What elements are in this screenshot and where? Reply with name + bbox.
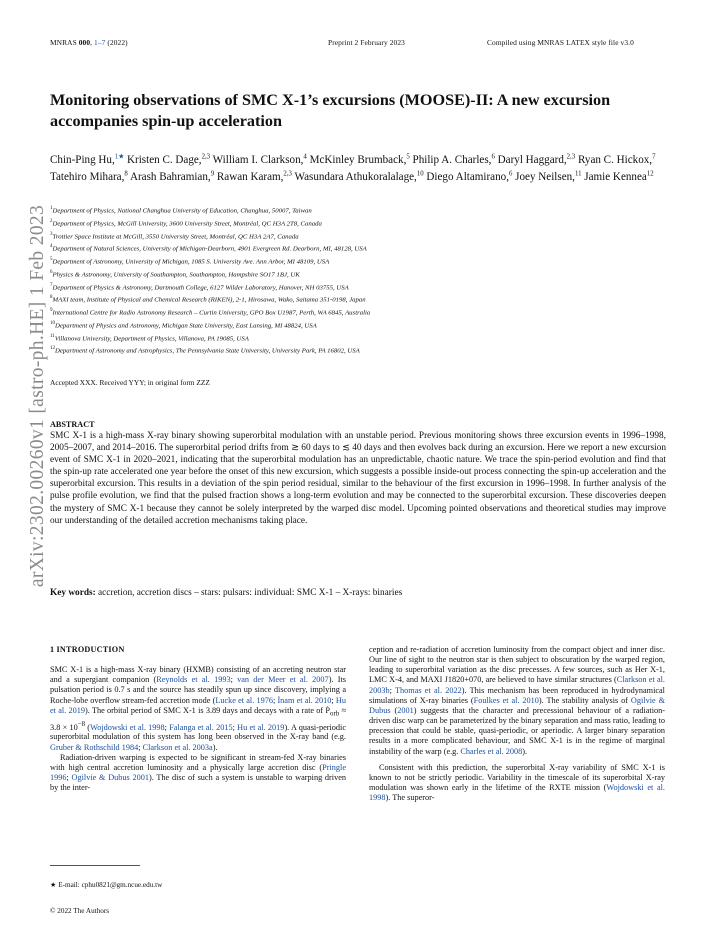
citation-link[interactable]: Clarkson et al. 2003a [142,742,213,752]
intro-paragraph-1 [50,665,346,753]
affiliation-text: Department of Astronomy, University of Michigan, 1085 S. University Ave. Ann Arbor, MI 48109, USA [52,258,330,266]
affiliation-item [50,230,670,243]
affiliation-number: 8 [50,295,53,301]
text-run: ; [138,742,143,752]
author-entry [413,154,495,166]
affiliation-text: International Centre for Radio Astronomy Research – Curtin University, GPO Box U1987, Perth, WA 6845, Australia [52,309,371,317]
author-name: Chin-Ping Hu, [50,153,115,166]
text-run: Consistent with this prediction, the superorbital X-ray variability of SMC X-1 is known to not be strictly periodic. Variability in the timescale of its superorbital X-ray modulation was shown early in the lifetime of the RXTE mission ( [369,762,665,793]
citation-link[interactable]: Wojdowski et al. 1998 [90,722,165,732]
author-name: Jamie Kennea [584,170,647,183]
running-header-left: MNRAS 000, 1–7 (2022) [50,38,128,47]
text-run: ; [66,773,72,783]
author-entry [127,154,210,166]
affiliation-list [50,204,670,357]
author-affiliation-marker: 4 [303,153,307,160]
citation-link[interactable]: van der Meer et al. 2007 [237,675,329,685]
citation-link[interactable]: Thomas et al. 2022 [395,685,462,695]
author-entry [426,171,512,183]
author-name: Daryl Haggard, [497,153,567,166]
affiliation-number: 7 [50,282,53,288]
text-run: ). Its pulsation period is 0.7 s and the source has steadily spun up since discovery, implying a Roche-lobe overflow stream-fed accretion mode ( [50,675,346,705]
affiliation-item [50,344,670,357]
author-name: Diego Altamirano, [426,170,509,183]
abstract-text: SMC X-1 is a high-mass X-ray binary showing superorbital modulation with an unstable period. Previous monitoring shows three excursion events in 1996–1998, 2005–2007, and 2014–2016. The superorbital period drifts from ≳ 60 days to ≲ 40 days and then evolves back during an excursion. Here we report a new excursion event of SMC X-1 in 2020–2021, indicating that the superorbital modulation has an unpredictable, chaotic nature. We trace the spin-period evolution and find that the spin-up rate accelerated one year before the onset of this new excursion, which suggests a possible inside-out process connecting the spin-up acceleration and the superorbital excursion. This results in a deviation of the spin period residual, similar to the behaviour of the first excursion in 1996–1998. In further analysis of the pulse profile evolution, we find that the pulsed fraction shows a long-term evolution and may be connected to the superorbital excursion. These discoveries deepen the mystery of SMC X-1 because they cannot be solely interpreted by the warped disc model. Upcoming pointed observations and theoretical studies may improve our understanding of the detailed accretion mechanisms taking place. [50,431,666,526]
paper-title: Monitoring observations of SMC X-1’s excursions (MOOSE)-II: A new excursion accompanies spin-up acceleration [50,91,611,130]
subscript: orb [330,710,340,718]
author-entry [130,171,214,183]
page-range-link[interactable]: 1–7 [94,38,106,47]
author-affiliation-marker: 7 [652,153,656,160]
author-entry [584,171,653,183]
author-affiliation-marker: 2,3 [283,169,292,177]
author-list [50,150,670,184]
author-name: William I. Clarkson, [212,153,304,166]
superscript: −8 [77,720,86,728]
text-run: ). The stability analysis of [538,695,631,705]
text-run: ≈ 3.8 × 10 [50,705,346,732]
author-affiliation-marker: 9 [210,169,215,177]
author-affiliation-marker: 10 [416,169,424,177]
author-name: McKinley Brumback, [309,153,407,166]
intro-paragraph-3 [369,763,665,804]
affiliation-item [50,204,670,217]
affiliation-text: Department of Natural Sciences, University of Michigan-Dearborn, 4901 Evergreen Rd. Dearborn, MI, 48128, USA [52,245,367,253]
intro-paragraph-2-continued [369,645,665,757]
affiliation-text: Department of Physics, National Changhua University of Education, Changhua, 50007, Taiwan [52,207,312,215]
author-name: Philip A. Charles, [412,153,492,166]
author-entry [578,154,656,166]
citation-link[interactable]: İnam et al. 2010 [277,695,332,705]
author-affiliation-marker: 2,3 [201,153,211,160]
text-run: ). A quasi-periodic superorbital modulation of this system has long been observed in the X-ray band (e.g. [50,722,346,742]
affiliation-number: 4 [50,244,53,250]
author-name: Ryan C. Hickox, [577,153,653,166]
section-heading-introduction: 1 INTRODUCTION [50,645,125,654]
author-affiliation-marker: 8 [124,169,128,177]
footnote-rule [50,865,140,866]
text-run: ; [272,695,278,705]
author-entry [50,154,124,166]
body-column-left [50,645,346,793]
text-run: ; [164,722,170,732]
author-entry [498,154,576,166]
affiliation-number: 10 [50,320,55,326]
text-run: ). This mechanism has been reproduced in hydrodynamical simulations of X-ray binaries ( [369,685,665,705]
corresponding-author-footnote: ★ E-mail: cphu0821@gm.ncue.edu.tw [50,881,163,889]
affiliation-text: Department of Astronomy and Astrophysics, The Pennsylvania State University, University Park, PA 16802, USA [55,347,360,355]
author-entry [310,154,410,166]
author-entry [515,171,581,183]
affiliation-item [50,293,670,306]
text-run: ). The disc of such a system is unstable to warping driven by the inter- [50,773,347,793]
affiliation-text: Physics & Astronomy, University of Southampton, Southampton, Hampshire SO17 1BJ, UK [52,271,300,278]
affiliation-number: 5 [50,257,53,262]
citation-link[interactable]: 2001 [397,705,414,715]
text-run: ( [390,705,398,715]
text-run: ; [389,685,395,695]
author-name: Joey Neilsen, [515,170,575,183]
body-column-right [369,645,665,803]
journal-year: (2022) [107,38,128,47]
affiliation-item [50,319,670,332]
citation-link[interactable]: Gruber & Rothschild 1984 [50,742,139,752]
author-name: Tatehiro Mihara, [50,170,125,183]
text-run: ception and re-radiation of accretion luminosity from the compact object and inner disc. Our line of sight to the neutron star is then subject to obscuration by the warped region, leading to superorbital variation as the disc precesses. A few sources, such as Her X-1, LMC X-4, and MAXI J1820+070, are believed to have similar structures ( [369,645,665,685]
citation-link[interactable]: Hu et al. 2019 [237,722,285,732]
affiliation-item [50,255,670,268]
citation-link[interactable]: Wojdowski et al. 1998 [369,783,665,803]
citation-link[interactable]: Reynolds et al. 1993 [156,675,231,685]
affiliation-text: Department of Physics & Astronomy, Dartmouth College, 6127 Wilder Laboratory, Hanover, NH 03755, USA [52,283,349,291]
affiliation-number: 12 [50,346,55,352]
author-entry [295,171,424,183]
preprint-date: Preprint 2 February 2023 [328,38,405,47]
text-run: ( [85,722,91,732]
affiliation-item [50,217,670,230]
text-run: ). The superor- [385,793,435,803]
author-entry [50,171,128,183]
affiliation-item [50,242,670,255]
author-name: Kristen C. Dage, [127,153,202,166]
text-run: ; [230,675,238,685]
author-entry [213,154,307,166]
affiliation-text: Trottier Space Institute at McGill, 3550 University Street, Montréal, QC H3A 2A7, Canada [52,232,299,240]
affiliation-text: Department of Physics, McGill University, 3600 University Street, Montréal, QC H3A 2T8, Canada [52,220,322,227]
author-entry [217,171,292,183]
affiliation-item [50,306,670,319]
text-run: ). [212,742,218,752]
affiliation-number: 1 [50,206,53,211]
affiliation-item [50,268,670,281]
author-affiliation-marker: 11 [574,169,582,177]
affiliation-number: 6 [50,269,53,275]
citation-link[interactable]: Falanga et al. 2015 [169,722,233,732]
affiliation-text: MAXI team, Institute of Physical and Chemical Research (RIKEN), 2-1, Hirosawa, Wako, Saitama 351-0198, Japan [52,296,366,304]
acceptance-note: Accepted XXX. Received YYY; in original form ZZZ [50,378,210,387]
affiliation-text: Department of Physics and Astronomy, Michigan State University, East Lansing, MI 48824, USA [55,322,317,329]
keywords [50,588,666,598]
citation-link[interactable]: Ogilvie & Dubus [369,695,665,715]
citation-link[interactable]: Charles et al. 2008 [460,746,523,756]
text-run: SMC X-1 is a high-mass X-ray binary (HXMB) consisting of an accreting neutron star and a supergiant companion ( [50,665,346,685]
author-name: Rawan Karam, [216,170,284,183]
citation-link[interactable]: Clarkson et al. 2003b [369,675,665,695]
journal-name: MNRAS [50,38,77,47]
citation-link[interactable]: Foulkes et al. 2010 [473,695,539,705]
author-affiliation-marker[interactable]: 1★ [114,153,125,160]
author-affiliation-marker: 2,3 [566,153,576,160]
keywords-text: accretion, accretion discs – stars: pulsars: individual: SMC X-1 – X-rays: binaries [98,588,403,598]
author-affiliation-marker: 6 [491,153,495,160]
text-run: ) suggests that the character and precessional behaviour of a radiation-driven disc warp can be parameterized by the binary separation and mass ratio, leading to precession that could be stable, quasi-periodic, or aperiodic. A larger binary separation results in a more complicated behaviour, and SMC X-1 is in the regime of marginal instability of the warp (e.g. [369,705,666,756]
author-name: Arash Bahramian, [129,170,211,183]
citation-link[interactable]: Hu et al. 2019 [50,695,346,715]
author-affiliation-marker: 12 [646,169,654,177]
intro-paragraph-2 [50,753,346,794]
abstract-heading: ABSTRACT [50,420,95,429]
affiliation-number: 3 [50,231,53,237]
text-run: Radiation-driven warping is expected to be significant in stream-fed X-ray binaries with high central accretion luminosity and a physically large accretion disc ( [50,752,346,772]
affiliation-text: Villanova University, Department of Physics, Villanova, PA 19085, USA [54,334,249,342]
text-run: ; [232,722,238,732]
author-affiliation-marker: 5 [406,153,410,160]
compiled-note: Compiled using MNRAS LATEX style file v3.0 [487,38,634,47]
affiliation-number: 2 [50,218,53,224]
arxiv-stamp: arXiv:2302.00260v1 [astro-ph.HE] 1 Feb 2023 [27,204,48,588]
journal-volume: 000 [78,38,91,47]
affiliation-item [50,332,670,345]
copyright-notice: © 2022 The Authors [50,907,110,915]
affiliation-number: 11 [50,333,55,339]
affiliation-number: 9 [50,308,53,313]
citation-link[interactable]: Ogilvie & Dubus 2001 [71,773,149,783]
text-run: ; [331,695,336,705]
text-run: ). [522,746,528,756]
author-affiliation-marker: 6 [508,169,513,177]
keywords-label: Key words: [50,588,96,598]
author-name: Wasundara Athukoralalage, [294,170,417,183]
text-run: ). The orbital period of SMC X-1 is 3.89 days and decays with a rate of Ṗ [85,705,331,715]
citation-link[interactable]: Pringle 1996 [50,762,346,783]
citation-link[interactable]: Lucke et al. 1976 [215,695,273,705]
affiliation-item [50,281,670,294]
